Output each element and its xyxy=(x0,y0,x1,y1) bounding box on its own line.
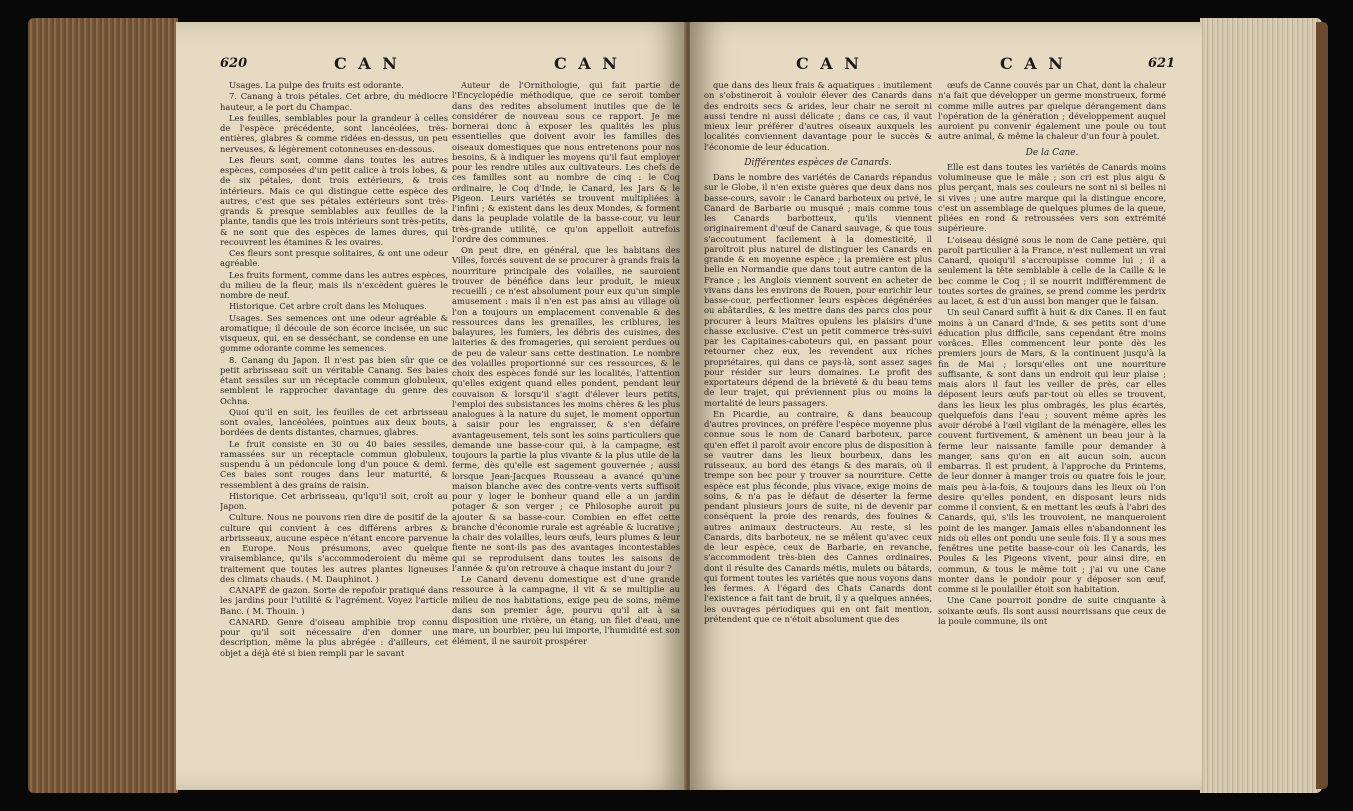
paragraph: CANAPÉ de gazon. Sorte de repofoir pratiqué dans les jardins pour l'utilité & l'agrément. Voyez l'article Banc. ( M. Thouin. ) xyxy=(220,585,448,616)
right-page xyxy=(690,22,1202,790)
paragraph: CANARD. Genre d'oiseau amphibie trop connu pour qu'il soit nécessaire d'en donner une description, même la plus abrégée : d'ailleurs, cet objet a déjà été si bien rempli par le savant xyxy=(220,616,448,658)
paragraph: On peut dire, en général, que les habitans des Villes, forcés souvent de se procurer à grands frais la nourriture principale des volailles, ne sauroient trouver de bénéfice dans leur produit, le mieux recueilli ; ce n'est absolument pour eux qu'un simple amusement : mais il n'en est pas ainsi au village où l'on a toujours un emplacement convenable & des ressources dans les grenailles, les criblures, les balayures, les fumiers, les débris des cuisines, des laiteries & des fromageries, qui seroient perdues ou de peu de valeur sans cette destination. Le nombre des volailles proportionné sur ces ressources, & le choix des espèces fondé sur les localités, l'attention qu'elles exigent quand elles pondent, pendant leur couvaison & lorsqu'il s'agit d'élever leurs petits, l'emploi des subsistances les moins chères & les plus analogues à la nature du sujet, le moment opportun à saisir pour les engraisser, & s'en défaire avantageusement, tels sont les soins particuliers que demande une basse-cour qui, à la campagne, est toujours la partie la plus vivante & la plus utile de la ferme, dès qu'elle est sagement gouvernée ; aussi lorsque Jean-Jacques Rousseau a avancé qu'une maison blanche avec des contre-vents verts suffisoit pour y loger le bonheur quand elle a un jardin potager & son verger ; ce Philosophe auroit pu ajouter & sa basse-cour. Combien en effet cette branche d'économie rurale est agréable & lucrative ; la chair des volailles, leurs œufs, leurs plumes & leur fiente ne sont-ils pas des avantages incontestables qui se reproduisent dans toutes les saisons de l'année & qu'on retrouve à chaque instant du jour ? xyxy=(452,245,680,573)
paragraph: Usages. Ses semences ont une odeur agréable & aromatique; il découle de son écorce incisée, un suc visqueux, qui, en se desséchant, se condense en une gomme odorante comme les semences. xyxy=(220,312,448,354)
left-page-column-2 xyxy=(452,80,680,780)
paragraph: 8. Canang du Japon. Il n'est pas bien sûr que ce petit arbrisseau soit un véritable Canang. Ses baies étant sessiles sur un réceptacle commun globuleux, semblent le rapprocher davantage du genre des Ochna. xyxy=(220,354,448,406)
page-number-left: 620 xyxy=(220,56,248,71)
paragraph: Historique. Cet arbrisseau, qu'lqu'il soit, croît au Japon. xyxy=(220,490,448,511)
paragraph: Dans le nombre des variétés de Canards répandus sur le Globe, il n'en existe guères que deux dans nos basse-cours, savoir : le Canard barboteux ou privé, le Canard de Barbarie ou musqué ; mais comme tous les Canards barbotteux, qu'ils viennent originairement d'œuf de Canard sauvage, & que tous s'accoutument facilement à la domesticité, il paroîtroit plus naturel de distinguer les Canards en grande & en moyenne espèce ; la première est plus belle en Normandie que dans tout autre canton de la France ; les Anglois viennent souvent en acheter de vivans dans les environs de Rouen, pour enrichir leur basse-cour, perfectionner leurs espèces dégénérées ou abâtardies, & les mettre dans des parcs clos pour procurer à leurs Maîtres opulens les plaisirs d'une chasse exclusive. C'est un petit commerce très-suivi par les Capitaines-caboteurs qui, en passant pour retourner chez eux, les revendent aux riches propriétaires, qui dans ce pays-là, sont assez sages pour résider sur leurs domaines. Le profit des exportateurs dépend de la brièveté & du beau tems de leur trajet, qui préviennent plus ou moins la mortalité de leurs passagers. xyxy=(704,172,932,408)
paragraph: Culture. Nous ne pouvons rien dire de positif de la culture qui convient à ces différens arbres & arbrisseaux, aucune espèce n'étant encore parvenue en Europe. Nous présumons, avec quelque vraisemblance, qu'ils s'accommoderoient du même traitement que toutes les autres plantes ligneuses des climats chauds. ( M. Dauphinot. ) xyxy=(220,512,448,584)
paragraph: Le fruit consiste en 30 ou 40 baies sessiles, ramassées sur un réceptacle commun globuleux, suspendu à un pédoncule long d'un pouce & demi. Ces baies sont rouges dans leur maturité, & ressemblent à des grains de raisin. xyxy=(220,438,448,490)
paragraph: Historique. Cet arbre croît dans les Moluques. xyxy=(229,301,427,312)
running-header-right-col2: C A N xyxy=(1000,54,1066,73)
right-page-column-2 xyxy=(938,80,1166,780)
paragraph: En Picardie, au contraire, & dans beaucoup d'autres provinces, on préfère l'espèce moyenne plus connue sous le nom de Canard barboteux, parce qu'en effet il paroît avoir encore plus de disposition à se vautrer dans les lieux bourbeux, dans les ruisseaux, au bord des étangs & des marais, où il trempe son bec pour y trouver sa nourriture. Cette espèce est plus féconde, plus vivace, exige moins de soins, & n'a pas le défaut de déserter la ferme pendant plusieurs jours de suite, ni de devenir par conséquent la proie des renards, des fouines & autres animaux destructeurs. Au reste, si les Canards, dits barboteux, ne se mêlent qu'avec ceux de leur espèce, ceux de Barbarie, en revanche, s'accommodent très-bien des Cannes ordinaires, dont il résulte des Canards métis, mulets ou bâtards, qui forment toutes les variétés que nous voyons dans les fermes. A l'égard des Chats Canards dont l'existence a fait tant de bruit, il y a quelques années, les ouvrages périodiques qui en ont fait mention, prétendent que ce n'étoit absolument que des xyxy=(704,408,932,624)
paragraph: Une Cane pourroit pondre de suite cinquante à soixante œufs. Ils sont aussi nourrissans que ceux de la poule commune, ils ont xyxy=(938,595,1166,626)
paragraph: Les fruits forment, comme dans les autres espèces, du milieu de la fleur, mais ils n'excèdent guères le nombre de neuf. xyxy=(220,269,448,300)
right-page-column-1 xyxy=(704,80,932,780)
paragraph: Elle est dans toutes les variétés de Canards moins volumineuse que le mâle ; son cri est plus aigu & plus perçant, mais ses couleurs ne sont ni si belles ni si vives ; une autre marque qui la distingue encore, c'est un assemblage de quelques plumes de la queue, pliées en rond & retroussées vers son extrémité supérieure. xyxy=(938,161,1166,234)
paragraph: Un seul Canard suffit à huit & dix Canes. Il en faut moins à un Canard d'Inde, & ses petits sont d'une éducation plus difficile, sans cependant être moins vorâces. Elles commencent leur ponte dès les premiers jours de Mars, & la continuent jusqu'à la fin de Mai ; lorsqu'elles ont une nourriture suffisante, & sont dans un endroit qui leur plaise ; mais alors il faut les veiller de près, car elles déposent leurs œufs par-tout où elles se trouvent, dans les lieux les plus ombragés, les plus écartés, quelquefois dans l'eau ; souvent même après les avoir dérobé à l'œil vigilant de la ménagère, elles les couvent furtivement, & amènent un beau jour à la ferme leur naissante famille pour demander à manger, sans qu'on en ait aucun soin, aucun embarras. Il est prudent, à l'approche du Printems, de leur donner à manger trois ou quatre fois le jour, mais peu à-la-fois, & toujours dans les lieux où l'on desire qu'elles pondent, en disposant leurs nids comme il convient, & en mettant les œufs à l'abri des Canards, qui, s'ils les trouvoient, ne manqueroient point de les manger. Jamais elles n'abandonnent les nids où elles ont pondu une seule fois. Il y a sous mes fenêtres une petite basse-cour où les Canards, les Poules & les Pigeons vivent, pour ainsi dire, en commun, & tous le même toit ; j'ai vu une Cane monter dans le pondoir pour y déposer son œuf, comme si le poulailler étoit son habitation. xyxy=(938,307,1166,594)
paragraph: œufs de Canne couvés par un Chat, dont la chaleur n'a fait que développer un germe monstrueux, formé comme mille autres par quelque dérangement dans l'opération de la génération ; développement auquel auroient pu convenir également une poule ou tout autre animal, & même la chaleur d'un four à poulet. xyxy=(938,80,1166,142)
page-edges-right xyxy=(1200,18,1322,793)
section-heading: Différentes espèces de Canards. xyxy=(744,157,892,168)
paragraph: 7. Canang à trois pétales. Cet arbre, du médiocre hauteur, a le port du Champac. xyxy=(220,91,448,112)
running-header-left-col1: C A N xyxy=(334,54,400,73)
page-number-right: 621 xyxy=(1148,56,1176,71)
left-page xyxy=(176,22,686,790)
page-edges-left xyxy=(28,18,178,793)
paragraph: Ces fleurs sont presque solitaires, & ont une odeur agréable. xyxy=(220,248,448,269)
paragraph: Auteur de l'Ornithologie, qui fait partie de l'Encyclopédie méthodique, que ce seroit tomber dans des redites absolument inutiles que de le considérer de nouveau sous ce rapport. Je me bornerai donc à exposer les qualités les plus essentielles que doivent avoir les familles des oiseaux domestiques que nous entretenons pour nos besoins, & à indiquer les moyens qu'il faut employer pour les rendre utiles aux cultivateurs. Les chefs de ces familles sont au nombre de cinq : le Coq ordinaire, le Coq d'Inde, le Canard, les Jars & le Pigeon. Leurs variétés se trouvent multipliées à l'infini ; & existent dans les deux Mondes, & forment dans la peuplade volatile de la basse-cour, vu leur très-grande utilité, ce qu'on appelloit autrefois l'ordre des communes. xyxy=(452,80,680,244)
section-heading: De la Cane. xyxy=(1025,147,1079,158)
paragraph: Quoi qu'il en soit, les feuilles de cet arbrisseau sont ovales, lancéolées, pointues aux deux bouts, bordées de dents distantes, charnues, glabres. xyxy=(220,406,448,438)
paragraph: Le Canard devenu domestique est d'une grande ressource à la campagne, il vit & se multiplie au milieu de nos habitations, exige peu de soins, même dans son premier âge, pourvu qu'il ait à sa disposition une rivière, un étang, un filet d'eau, une mare, un bourbier, peu lui importe, l'humidité est son élément, il ne sauroit prospérer xyxy=(452,574,680,646)
paragraph: Usages. La pulpe des fruits est odorante. xyxy=(229,80,404,90)
running-header-left-col2: C A N xyxy=(554,54,620,73)
paragraph: que dans des lieux frais & aquatiques : inutilement on s'obstineroit à vouloir élever des Canards dans des endroits secs & arides, leur chair ne seroit ni aussi tendre ni aussi délicate ; dans ce cas, il vaut mieux leur préférer d'autres oiseaux auxquels les localités conviennent davantage pour le succès & l'économie de leur éducation. xyxy=(704,80,932,152)
paragraph: Les fleurs sont, comme dans toutes les autres espèces, composées d'un petit calice à trois lobes, & de six pétales, dont trois extérieurs, & trois intérieurs. Mais ce qui distingue cette espèce des autres, c'est que ses pétales extérieurs sont très-grands & presque semblables aux feuilles de la plante, tandis que les trois intérieurs sont très-petits, & ne sont que des espèces de lames dures, qui recouvrent les étamines & les ovaires. xyxy=(220,154,448,247)
running-header-right-col1: C A N xyxy=(796,54,862,73)
book-cover-right xyxy=(1316,22,1328,789)
left-page-column-1 xyxy=(220,80,448,780)
paragraph: Les feuilles, semblables pour la grandeur à celles de l'espèce précédente, sont lancéolées, très-entières, glabres & comme ridées en-dessus, un peu nerveuses, & légèrement cotonneuses en-dessous. xyxy=(220,112,448,154)
paragraph: L'oiseau désigné sous le nom de Cane petière, qui paroît particulier à la France, n'est nullement un vrai Canard, quoiqu'il s'accroupisse comme lui ; il a seulement la tête semblable à celle de la Caille & le bec comme le Coq ; il se nourrit indifféremment de toutes sortes de graines, se prend comme les perdrix au lacet, & est d'un aussi bon manger que le faisan. xyxy=(938,234,1166,306)
